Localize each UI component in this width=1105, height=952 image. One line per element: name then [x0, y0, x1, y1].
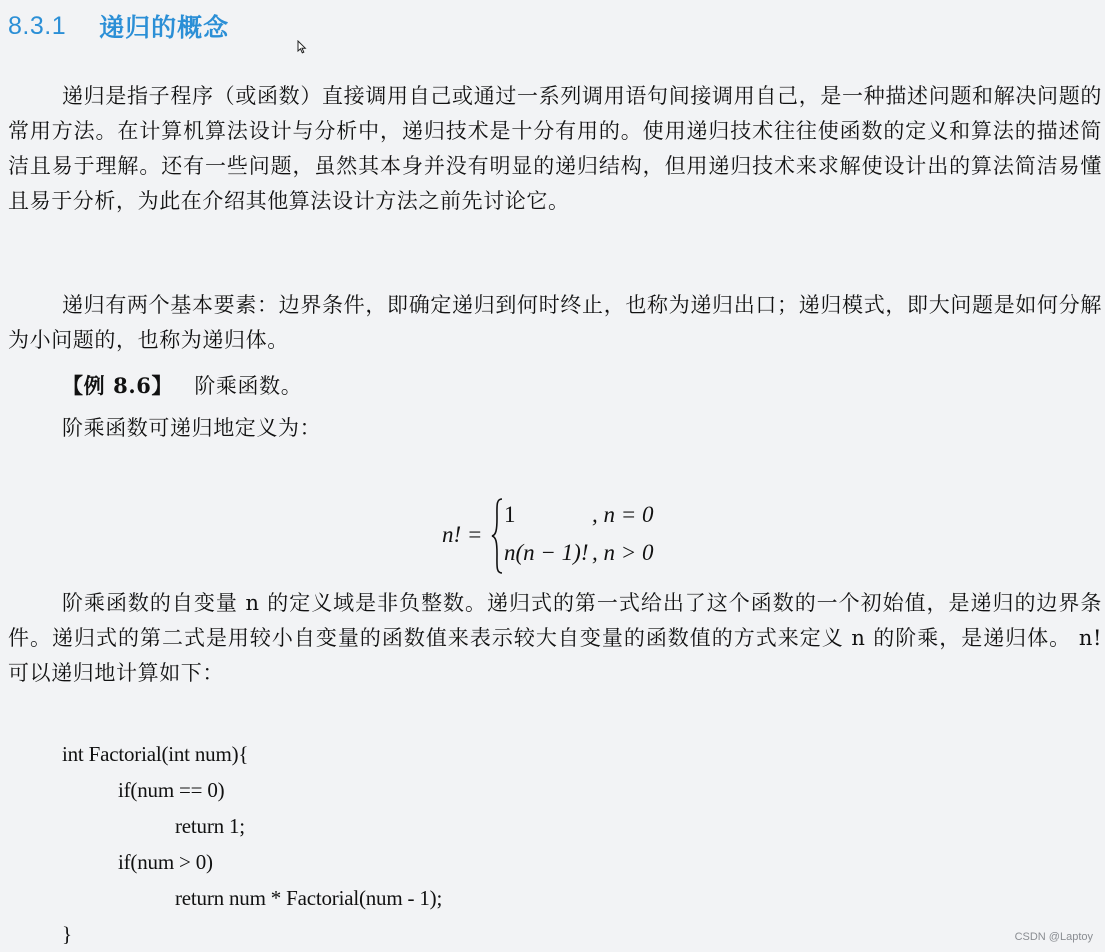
- code-block: [62, 736, 442, 952]
- explanation-paragraph: 阶乘函数的自变量 n 的定义域是非负整数。递归式的第一式给出了这个函数的一个初始值，是递归的边界条件。递归式的第二式是用较小自变量的函数值来表示较大自变量的函数值的方式来定义 n 的阶乘，是递归体。 n! 可以递归地计算如下：: [8, 591, 1102, 685]
- code-line: if(num == 0): [118, 778, 225, 802]
- example-heading: [62, 368, 302, 404]
- code-line: int Factorial(int num){: [62, 742, 249, 766]
- formula-case1-value: 1: [504, 502, 516, 527]
- section-number: 8.3.1: [8, 11, 67, 40]
- definition-intro: 阶乘函数可递归地定义为：: [62, 416, 322, 440]
- code-line: return num * Factorial(num - 1);: [175, 886, 443, 910]
- mouse-pointer-icon: [297, 40, 307, 54]
- code-line: }: [62, 922, 72, 946]
- code-line: if(num > 0): [118, 850, 213, 874]
- section-heading: [8, 6, 229, 46]
- section-title: 递归的概念: [99, 13, 230, 42]
- example-title: 阶乘函数。: [194, 374, 303, 398]
- example-label: 【例 8.6】: [62, 373, 174, 398]
- elements-paragraph: 递归有两个基本要素：边界条件，即确定递归到何时终止，也称为递归出口；递归模式，即大问题是如何分解为小问题的，也称为递归体。: [8, 293, 1102, 352]
- watermark: CSDN @Laptoy: [1014, 931, 1093, 943]
- formula-lhs: n! =: [442, 522, 483, 547]
- formula-case2-condition: , n > 0: [592, 540, 654, 565]
- code-line: return 1;: [175, 814, 245, 838]
- formula-case1-condition: , n = 0: [592, 502, 654, 527]
- left-brace-icon: [490, 496, 504, 576]
- factorial-formula: [440, 496, 680, 576]
- formula-case2-value: n(n − 1)!: [504, 540, 589, 565]
- intro-paragraph: 递归是指子程序（或函数）直接调用自己或通过一系列调用语句间接调用自己，是一种描述问题和解决问题的常用方法。在计算机算法设计与分析中，递归技术是十分有用的。使用递归技术往往使函数的定义和算法的描述简洁且易于理解。还有一些问题，虽然其本身并没有明显的递归结构，但用递归技术来求解使设计出的算法简洁易懂且易于分析，为此在介绍其他算法设计方法之前先讨论它。: [8, 84, 1102, 213]
